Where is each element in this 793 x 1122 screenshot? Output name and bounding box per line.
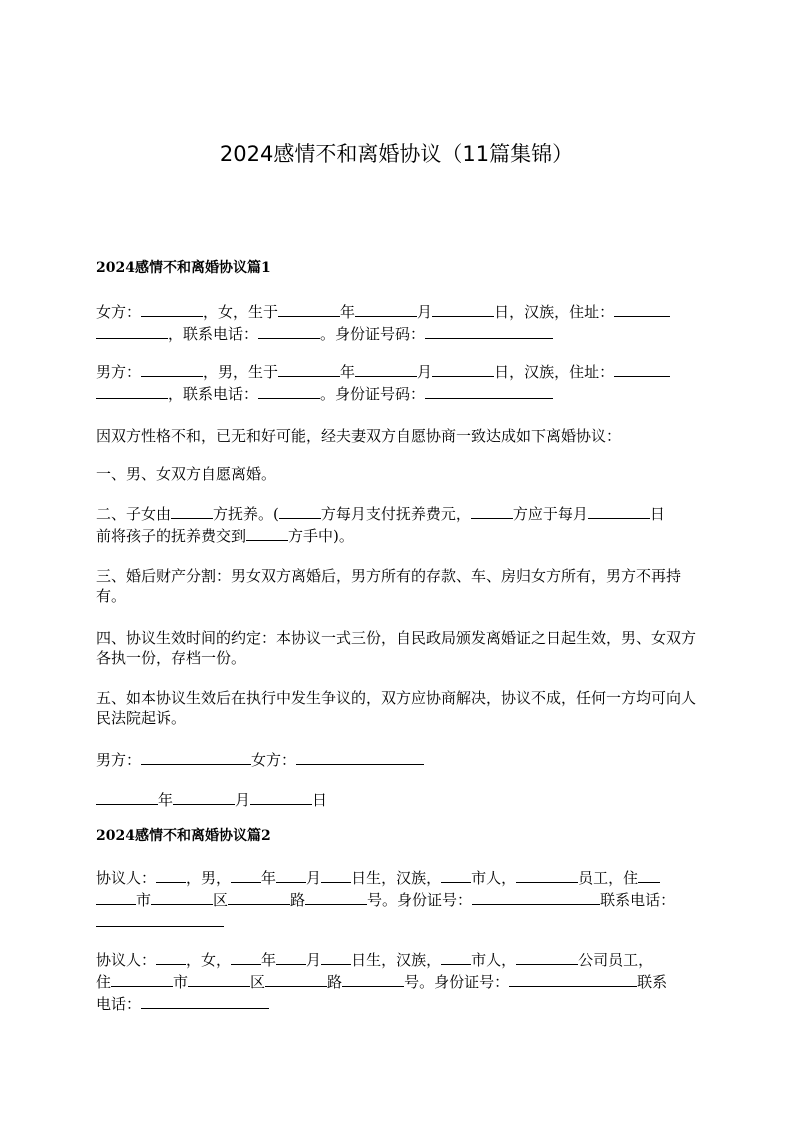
clause-1: 一、男、女双方自愿离婚。 xyxy=(96,465,277,483)
blank[interactable] xyxy=(141,302,203,317)
blank[interactable] xyxy=(111,972,173,987)
blank[interactable] xyxy=(321,950,351,965)
blank[interactable] xyxy=(355,302,417,317)
blank[interactable] xyxy=(588,504,650,519)
blank[interactable] xyxy=(355,362,417,377)
clause-2-line-1: 二、子女由 方抚养。( 方每月支付抚养费元， 方应于每月 日 xyxy=(96,505,665,523)
blank[interactable] xyxy=(96,912,224,927)
blank[interactable] xyxy=(231,868,261,883)
clause-3: 三、婚后财产分割：男女双方离婚后，男方所有的存款、车、房归女方所有，男方不再持有。 xyxy=(96,567,682,605)
section-heading-1: 2024感情不和离婚协议篇1 xyxy=(96,260,271,276)
blank[interactable] xyxy=(342,972,404,987)
party1-line-3 xyxy=(96,912,698,932)
reason-paragraph: 因双方性格不和，已无和好可能，经夫妻双方自愿协商一致达成如下离婚协议： xyxy=(96,427,622,445)
blank[interactable] xyxy=(472,890,600,905)
page-title: 2024感情不和离婚协议（11篇集锦） xyxy=(219,142,574,166)
party2-line-3: 电话： xyxy=(96,994,698,1014)
blank[interactable] xyxy=(516,950,578,965)
blank[interactable] xyxy=(516,868,578,883)
clause-4: 四、协议生效时间的约定：本协议一式三份，自民政局颁发离婚证之日起生效，男、女双方各执一份，存档一份。 xyxy=(96,629,697,667)
wife-info-line-1: 女方： ，女，生于 年 月 日，汉族，住址： xyxy=(96,302,698,322)
blank[interactable] xyxy=(471,504,513,519)
blank[interactable] xyxy=(425,324,553,339)
blank[interactable] xyxy=(425,384,553,399)
blank[interactable] xyxy=(258,384,320,399)
blank[interactable] xyxy=(228,890,290,905)
blank[interactable] xyxy=(171,504,213,519)
blank[interactable] xyxy=(614,362,670,377)
blank[interactable] xyxy=(156,868,186,883)
blank[interactable] xyxy=(265,972,327,987)
blank[interactable] xyxy=(321,868,351,883)
blank[interactable] xyxy=(638,868,660,883)
blank[interactable] xyxy=(509,972,637,987)
signature-line: 男方： 女方： xyxy=(96,750,698,770)
clause-2-line-2: 前将孩子的抚养费交到 方手中)。 xyxy=(96,527,354,545)
blank[interactable] xyxy=(156,950,186,965)
blank[interactable] xyxy=(96,890,136,905)
clause-5: 五、如本协议生效后在执行中发生争议的，双方应协商解决，协议不成，任何一方均可向人民法院起诉。 xyxy=(96,689,697,727)
blank[interactable] xyxy=(96,324,168,339)
date-line: 年 月 日 xyxy=(96,790,698,810)
blank[interactable] xyxy=(141,994,269,1009)
blank[interactable] xyxy=(614,302,670,317)
blank[interactable] xyxy=(246,526,288,541)
blank[interactable] xyxy=(432,362,494,377)
blank[interactable] xyxy=(276,868,306,883)
man-info-line-2: ，联系电话： 。身份证号码： xyxy=(96,384,698,404)
blank[interactable] xyxy=(278,362,340,377)
section-heading-2: 2024感情不和离婚协议篇2 xyxy=(96,828,271,844)
blank[interactable] xyxy=(305,890,367,905)
blank[interactable] xyxy=(441,950,471,965)
blank[interactable] xyxy=(96,790,158,805)
party1-line-1: 协议人： ，男， 年 月 日生，汉族， 市人， 员工，住 xyxy=(96,868,698,888)
blank[interactable] xyxy=(141,750,251,765)
blank[interactable] xyxy=(296,750,424,765)
blank[interactable] xyxy=(278,302,340,317)
blank[interactable] xyxy=(279,504,321,519)
blank[interactable] xyxy=(258,324,320,339)
blank[interactable] xyxy=(441,868,471,883)
blank[interactable] xyxy=(250,790,312,805)
party2-line-1: 协议人： ，女， 年 月 日生，汉族， 市人， 公司员工， xyxy=(96,951,654,969)
blank[interactable] xyxy=(276,950,306,965)
blank[interactable] xyxy=(432,302,494,317)
blank[interactable] xyxy=(231,950,261,965)
party2-line-2: 住 市 区 路 号。身份证号： 联系 xyxy=(96,973,668,991)
wife-info-line-2: ，联系电话： 。身份证号码： xyxy=(96,324,698,344)
blank[interactable] xyxy=(173,790,235,805)
blank[interactable] xyxy=(188,972,250,987)
party1-line-2: 市 区 路 号。身份证号： 联系电话： xyxy=(96,890,698,910)
man-info-line-1: 男方： ，男，生于 年 月 日，汉族，住址： xyxy=(96,362,698,382)
blank[interactable] xyxy=(141,362,203,377)
blank[interactable] xyxy=(151,890,213,905)
blank[interactable] xyxy=(96,384,168,399)
